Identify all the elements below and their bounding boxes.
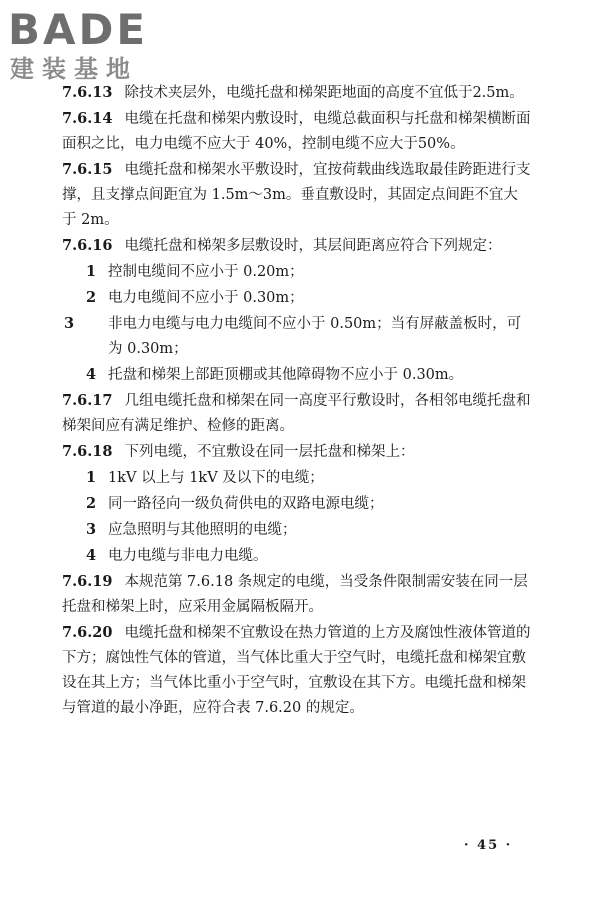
clause-number: 7.6.15	[62, 161, 113, 178]
list-item	[62, 285, 532, 311]
brand-logo	[8, 6, 178, 86]
item-text: 1kV 以上与 1kV 及以下的电缆；	[108, 470, 324, 486]
clause-7-6-15	[62, 157, 532, 233]
item-text: 控制电缆间不应小于 0.20m；	[108, 264, 304, 280]
clause-7-6-13	[62, 80, 532, 106]
item-text: 电力电缆与非电力电缆。	[108, 548, 268, 564]
logo-wordmark: BADE	[8, 5, 149, 54]
list-item	[62, 517, 532, 543]
item-number: 4	[86, 547, 97, 564]
item-number: 1	[86, 469, 97, 486]
clause-number: 7.6.20	[62, 624, 113, 641]
page-number: · 45 ·	[464, 838, 513, 853]
clause-7-6-19	[62, 569, 532, 620]
list-item	[62, 543, 532, 569]
list-item	[62, 362, 532, 388]
clause-text: 电缆托盘和梯架水平敷设时，宜按荷载曲线选取最佳跨距进行支撑，且支撑点间距宜为 1.5m～3m。垂直敷设时，其固定点间距不宜大于 2m。	[62, 162, 531, 228]
item-number: 3	[64, 315, 75, 332]
clause-text: 电缆在托盘和梯架内敷设时，电缆总截面积与托盘和梯架横断面面积之比，电力电缆不应大于 40%，控制电缆不应大于50%。	[62, 111, 531, 152]
item-number: 3	[86, 521, 97, 538]
clause-7-6-14	[62, 106, 532, 157]
item-number: 4	[86, 366, 97, 383]
clause-number: 7.6.18	[62, 443, 113, 460]
item-number: 2	[86, 495, 97, 512]
item-text: 非电力电缆与电力电缆间不应小于 0.50m；当有屏蔽盖板时，可为 0.30m；	[108, 316, 522, 357]
clause-text: 本规范第 7.6.18 条规定的电缆，当受条件限制需安装在同一层托盘和梯架上时，应采用金属隔板隔开。	[62, 574, 528, 615]
clause-number: 7.6.17	[62, 392, 113, 409]
list-item	[62, 465, 532, 491]
clause-7-6-18	[62, 439, 532, 465]
item-number: 1	[86, 263, 97, 280]
item-text: 同一路径向一级负荷供电的双路电源电缆；	[108, 496, 384, 512]
clause-number: 7.6.14	[62, 110, 113, 127]
clause-number: 7.6.13	[62, 84, 113, 101]
clause-number: 7.6.16	[62, 237, 113, 254]
clause-7-6-20	[62, 620, 532, 721]
clause-7-6-16	[62, 233, 532, 259]
list-item	[62, 491, 532, 517]
clause-text: 电缆托盘和梯架多层敷设时，其层间距离应符合下列规定：	[124, 238, 502, 254]
clause-text: 电缆托盘和梯架不宜敷设在热力管道的上方及腐蚀性液体管道的下方；腐蚀性气体的管道，当气体比重大于空气时，电缆托盘和梯架宜敷设在其上方；当气体比重小于空气时，宜敷设在其下方。电缆托盘和梯架与管道的最小净距，应符合表 7.6.20 的规定。	[62, 625, 531, 716]
clause-text: 除技术夹层外，电缆托盘和梯架距地面的高度不宜低于2.5m。	[124, 85, 524, 101]
item-number: 2	[86, 289, 97, 306]
list-item	[62, 311, 532, 362]
clause-text: 下列电缆，不宜敷设在同一层托盘和梯架上：	[124, 444, 415, 460]
list-item	[62, 259, 532, 285]
item-text: 应急照明与其他照明的电缆；	[108, 522, 297, 538]
clause-7-6-17	[62, 388, 532, 439]
logo-subtitle: 建装基地	[10, 55, 138, 83]
document-body	[62, 80, 532, 721]
item-text: 电力电缆间不应小于 0.30m；	[108, 290, 304, 306]
item-text: 托盘和梯架上部距顶棚或其他障碍物不应小于 0.30m。	[108, 367, 464, 383]
clause-number: 7.6.19	[62, 573, 113, 590]
clause-text: 几组电缆托盘和梯架在同一高度平行敷设时，各相邻电缆托盘和梯架间应有满足维护、检修的距离。	[62, 393, 531, 434]
